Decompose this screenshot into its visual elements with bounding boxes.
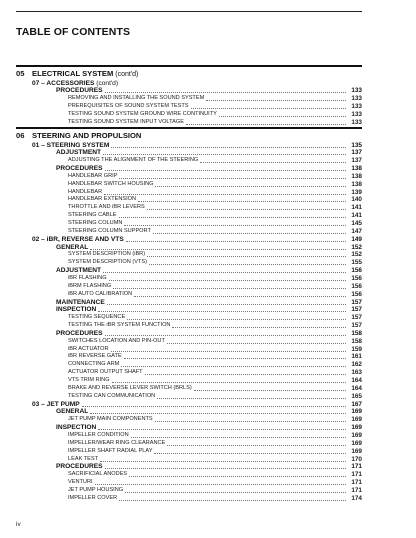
dot-leader <box>90 242 346 250</box>
dot-leader <box>126 234 346 242</box>
toc-entry-text: INSPECTION <box>56 306 97 314</box>
dot-leader <box>124 218 346 226</box>
toc-page-number: 157 <box>351 322 362 330</box>
toc-entry-text: HANDLEBAR <box>68 188 103 195</box>
toc-page-number: 139 <box>351 188 362 196</box>
toc-entry-text: BRAKE AND REVERSE LEVER SWITCH (BRLS) <box>68 384 192 391</box>
dot-leader <box>95 477 346 485</box>
toc-page-number: 169 <box>351 431 362 439</box>
toc-entry-text: IMPELLER/WEAR RING CLEARANCE <box>68 439 166 446</box>
toc-page-number: 155 <box>351 259 362 267</box>
dot-leader <box>82 399 346 407</box>
dot-leader <box>138 194 346 202</box>
dot-leader <box>186 117 346 125</box>
dot-leader <box>119 210 347 218</box>
toc-page-number: 169 <box>351 439 362 447</box>
toc-page-number: 152 <box>351 243 362 251</box>
section-heading[interactable] <box>16 69 138 78</box>
toc-entry-text: GENERAL <box>56 243 89 251</box>
toc-page-number: 169 <box>351 408 362 416</box>
section-continued-note: (cont'd) <box>113 71 139 78</box>
toc-entry-text: iBR FLASHING <box>68 274 107 281</box>
toc-page-number: 170 <box>351 455 362 463</box>
section-number: 06 <box>16 131 25 140</box>
toc-page-number: 138 <box>351 165 362 173</box>
toc-entry-text: INSPECTION <box>56 424 97 432</box>
toc-page-number: 138 <box>351 180 362 188</box>
toc-entry-text: JET PUMP MAIN COMPONENTS <box>68 416 153 423</box>
toc-entry-text: SACRIFICIAL ANODES <box>68 471 128 478</box>
toc-entry-text: CONNECTING ARM <box>68 361 120 368</box>
toc-entry-text: SWITCHES LOCATION AND PIN-OUT <box>68 337 165 344</box>
toc-page-number: 164 <box>351 384 362 392</box>
top-rule <box>16 11 362 12</box>
toc-entry-text: 01 – STEERING SYSTEM <box>32 141 110 149</box>
toc-entry-text: TESTING CAN COMMUNICATION <box>68 392 156 399</box>
toc-entry-text: HANDLEBAR SWITCH HOUSING <box>68 180 154 187</box>
section-rule <box>16 127 362 129</box>
dot-leader <box>167 336 346 344</box>
toc-page-number: 156 <box>351 290 362 298</box>
toc-page-number: 135 <box>351 141 362 149</box>
toc-entry-label <box>16 119 184 126</box>
toc-page-number: 137 <box>351 149 362 157</box>
toc-page-number: 149 <box>351 235 362 243</box>
section-number: 05 <box>16 69 25 78</box>
dot-leader <box>155 179 346 187</box>
toc-page-number: 141 <box>351 204 362 212</box>
toc-entry-text: STEERING COLUMN SUPPORT <box>68 227 151 234</box>
toc-page-number: 169 <box>351 424 362 432</box>
toc-entry-text: TESTING SOUND SYSTEM GROUND WIRE CONTINUITY <box>68 110 217 117</box>
section-name: STEERING AND PROPULSION <box>32 131 142 140</box>
toc-entry-text: PREREQUISITES OF SOUND SYSTEM TESTS <box>68 103 189 110</box>
toc-entry-text: ADJUSTMENT <box>56 149 102 157</box>
toc-page-number: 141 <box>351 212 362 220</box>
toc-entry-text: iBRM FLASHING <box>68 282 112 289</box>
dot-leader <box>121 359 346 367</box>
dot-leader <box>104 187 346 195</box>
toc-topic-entry[interactable] <box>16 118 362 126</box>
toc-page-number: 167 <box>351 400 362 408</box>
toc-page-number: 171 <box>351 486 362 494</box>
toc-entry-text: HANDLEBAR GRIP <box>68 172 118 179</box>
toc-page-number: 165 <box>351 392 362 400</box>
dot-leader <box>134 289 346 297</box>
dot-leader <box>157 391 346 399</box>
dot-leader <box>127 312 346 320</box>
toc-page-number: 152 <box>351 251 362 259</box>
toc-entry-text: LEAK TEST <box>68 455 99 462</box>
toc-page-number: 156 <box>351 282 362 290</box>
toc-entry-text: 03 – JET PUMP <box>32 400 80 408</box>
toc-entry-text: iBR REVERSE GATE <box>68 353 122 360</box>
dot-leader <box>219 109 346 117</box>
dot-leader <box>112 375 346 383</box>
toc-page-number: 159 <box>351 345 362 353</box>
toc-page-number: 156 <box>351 274 362 282</box>
toc-page-number: 145 <box>351 220 362 227</box>
toc-entry-text: 07 – ACCESSORIES <box>32 79 95 87</box>
entry-continued-note: (cont'd) <box>94 79 119 87</box>
dot-leader <box>145 367 346 375</box>
dot-leader <box>172 320 346 328</box>
toc-page-number: 171 <box>351 479 362 487</box>
dot-leader <box>100 454 346 462</box>
dot-leader <box>167 438 346 446</box>
toc-page-number: 147 <box>351 227 362 235</box>
toc-page-number: 163 <box>351 369 362 377</box>
toc-page-number: 171 <box>351 471 362 479</box>
toc-entry-text: PROCEDURES <box>56 87 103 95</box>
toc-entry-text: 02 – iBR, REVERSE AND VTS <box>32 235 124 243</box>
dot-leader <box>105 163 346 171</box>
toc-entry-text: JET PUMP HOUSING <box>68 486 124 493</box>
dot-leader <box>131 430 346 438</box>
dot-leader <box>125 485 346 493</box>
toc-page-number: 158 <box>351 329 362 337</box>
toc-page-number: 133 <box>351 95 362 103</box>
dot-leader <box>200 155 346 163</box>
toc-entry-text: TESTING SEQUENCE <box>68 314 126 321</box>
toc-entry-text: THROTTLE AND iBR LEVERS <box>68 204 145 211</box>
dot-leader <box>206 93 346 101</box>
dot-leader <box>107 297 346 305</box>
toc-page-number: 137 <box>351 157 362 165</box>
toc-page-number: 169 <box>351 447 362 455</box>
toc-entry-text: STEERING COLUMN <box>68 220 123 226</box>
section-name: ELECTRICAL SYSTEM <box>32 69 114 78</box>
toc-page-number: 161 <box>351 353 362 361</box>
toc-entry-text: ADJUSTING THE ALIGNMENT OF THE STEERING <box>68 157 199 164</box>
toc-entry-text: PROCEDURES <box>56 463 103 471</box>
toc-entry-text: GENERAL <box>56 408 89 416</box>
dot-leader <box>105 328 346 336</box>
dot-leader <box>147 249 346 257</box>
toc-page-number: 133 <box>351 103 362 111</box>
toc-page-number: 158 <box>351 337 362 345</box>
section-rule <box>16 65 362 67</box>
dot-leader <box>113 281 346 289</box>
dot-leader <box>111 344 346 352</box>
toc-entry-text: IMPELLER COVER <box>68 494 118 501</box>
dot-leader <box>90 406 346 414</box>
toc-page-number: 133 <box>351 110 362 118</box>
dot-leader <box>98 304 346 312</box>
toc-entry-text: TESTING THE iBR SYSTEM FUNCTION <box>68 322 171 329</box>
page-number: iv <box>16 521 21 528</box>
toc-page-number: 174 <box>351 494 362 502</box>
toc-entry-text: IMPELLER SHAFT RADIAL PLAY <box>68 447 153 454</box>
toc-entry-text: ACTUATOR OUTPUT SHAFT <box>68 369 143 376</box>
toc-page-number: 140 <box>351 196 362 204</box>
dot-leader <box>124 351 346 359</box>
toc-entry-text: REMOVING AND INSTALLING THE SOUND SYSTEM <box>68 95 205 102</box>
toc-entry-text: VENTURI <box>68 479 93 486</box>
toc-page-number: 157 <box>351 314 362 322</box>
toc-entry-text: SYSTEM DESCRIPTION (VTS) <box>68 259 147 266</box>
toc-page-number: 133 <box>351 87 362 95</box>
page-title: TABLE OF CONTENTS <box>16 26 131 38</box>
toc-entry-text: TESTING SOUND SYSTEM INPUT VOLTAGE <box>68 118 184 125</box>
dot-leader <box>147 202 346 210</box>
toc-entry-text: SYSTEM DESCRIPTION (iBR) <box>68 251 146 258</box>
toc-page-number: 157 <box>351 306 362 314</box>
toc-page-number: 169 <box>351 416 362 424</box>
dot-leader <box>105 461 346 469</box>
dot-leader <box>191 101 347 109</box>
dot-leader <box>194 383 346 391</box>
toc-page-number: 157 <box>351 298 362 306</box>
dot-leader <box>149 257 346 265</box>
dot-leader <box>153 226 346 234</box>
toc-topic-entry[interactable] <box>16 494 362 502</box>
toc-entry-label <box>16 495 117 502</box>
dot-leader <box>129 469 346 477</box>
dot-leader <box>155 414 346 422</box>
dot-leader <box>154 446 346 454</box>
toc-entry-text: IMPELLER CONDITION <box>68 431 129 438</box>
toc-page-number: 162 <box>351 361 362 369</box>
dot-leader <box>119 171 346 179</box>
toc-page-number: 133 <box>351 118 362 126</box>
dot-leader <box>109 273 346 281</box>
toc-entry-text: PROCEDURES <box>56 165 103 173</box>
toc-entry-text: PROCEDURES <box>56 329 103 337</box>
toc-page-number: 171 <box>351 463 362 471</box>
toc-page-number: 156 <box>351 267 362 275</box>
toc-entry-text: iBR AUTO CALIBRATION <box>68 290 133 297</box>
dot-leader <box>103 265 346 273</box>
dot-leader <box>103 147 346 155</box>
toc-entry-text: VTS TRIM RING <box>68 377 110 383</box>
toc-entry-text: STEERING CABLE <box>68 212 117 219</box>
toc-page-number: 138 <box>351 172 362 180</box>
toc-entry-text: iBR ACTUATOR <box>68 345 109 352</box>
dot-leader <box>98 422 346 430</box>
toc-entry-text: ADJUSTMENT <box>56 267 102 275</box>
toc-entry-text: HANDLEBAR EXTENSION <box>68 196 137 203</box>
dot-leader <box>119 493 346 501</box>
toc-page-number: 164 <box>351 377 362 384</box>
toc-entry-text: MAINTENANCE <box>56 298 105 306</box>
dot-leader <box>105 85 346 93</box>
dot-leader <box>111 140 346 148</box>
